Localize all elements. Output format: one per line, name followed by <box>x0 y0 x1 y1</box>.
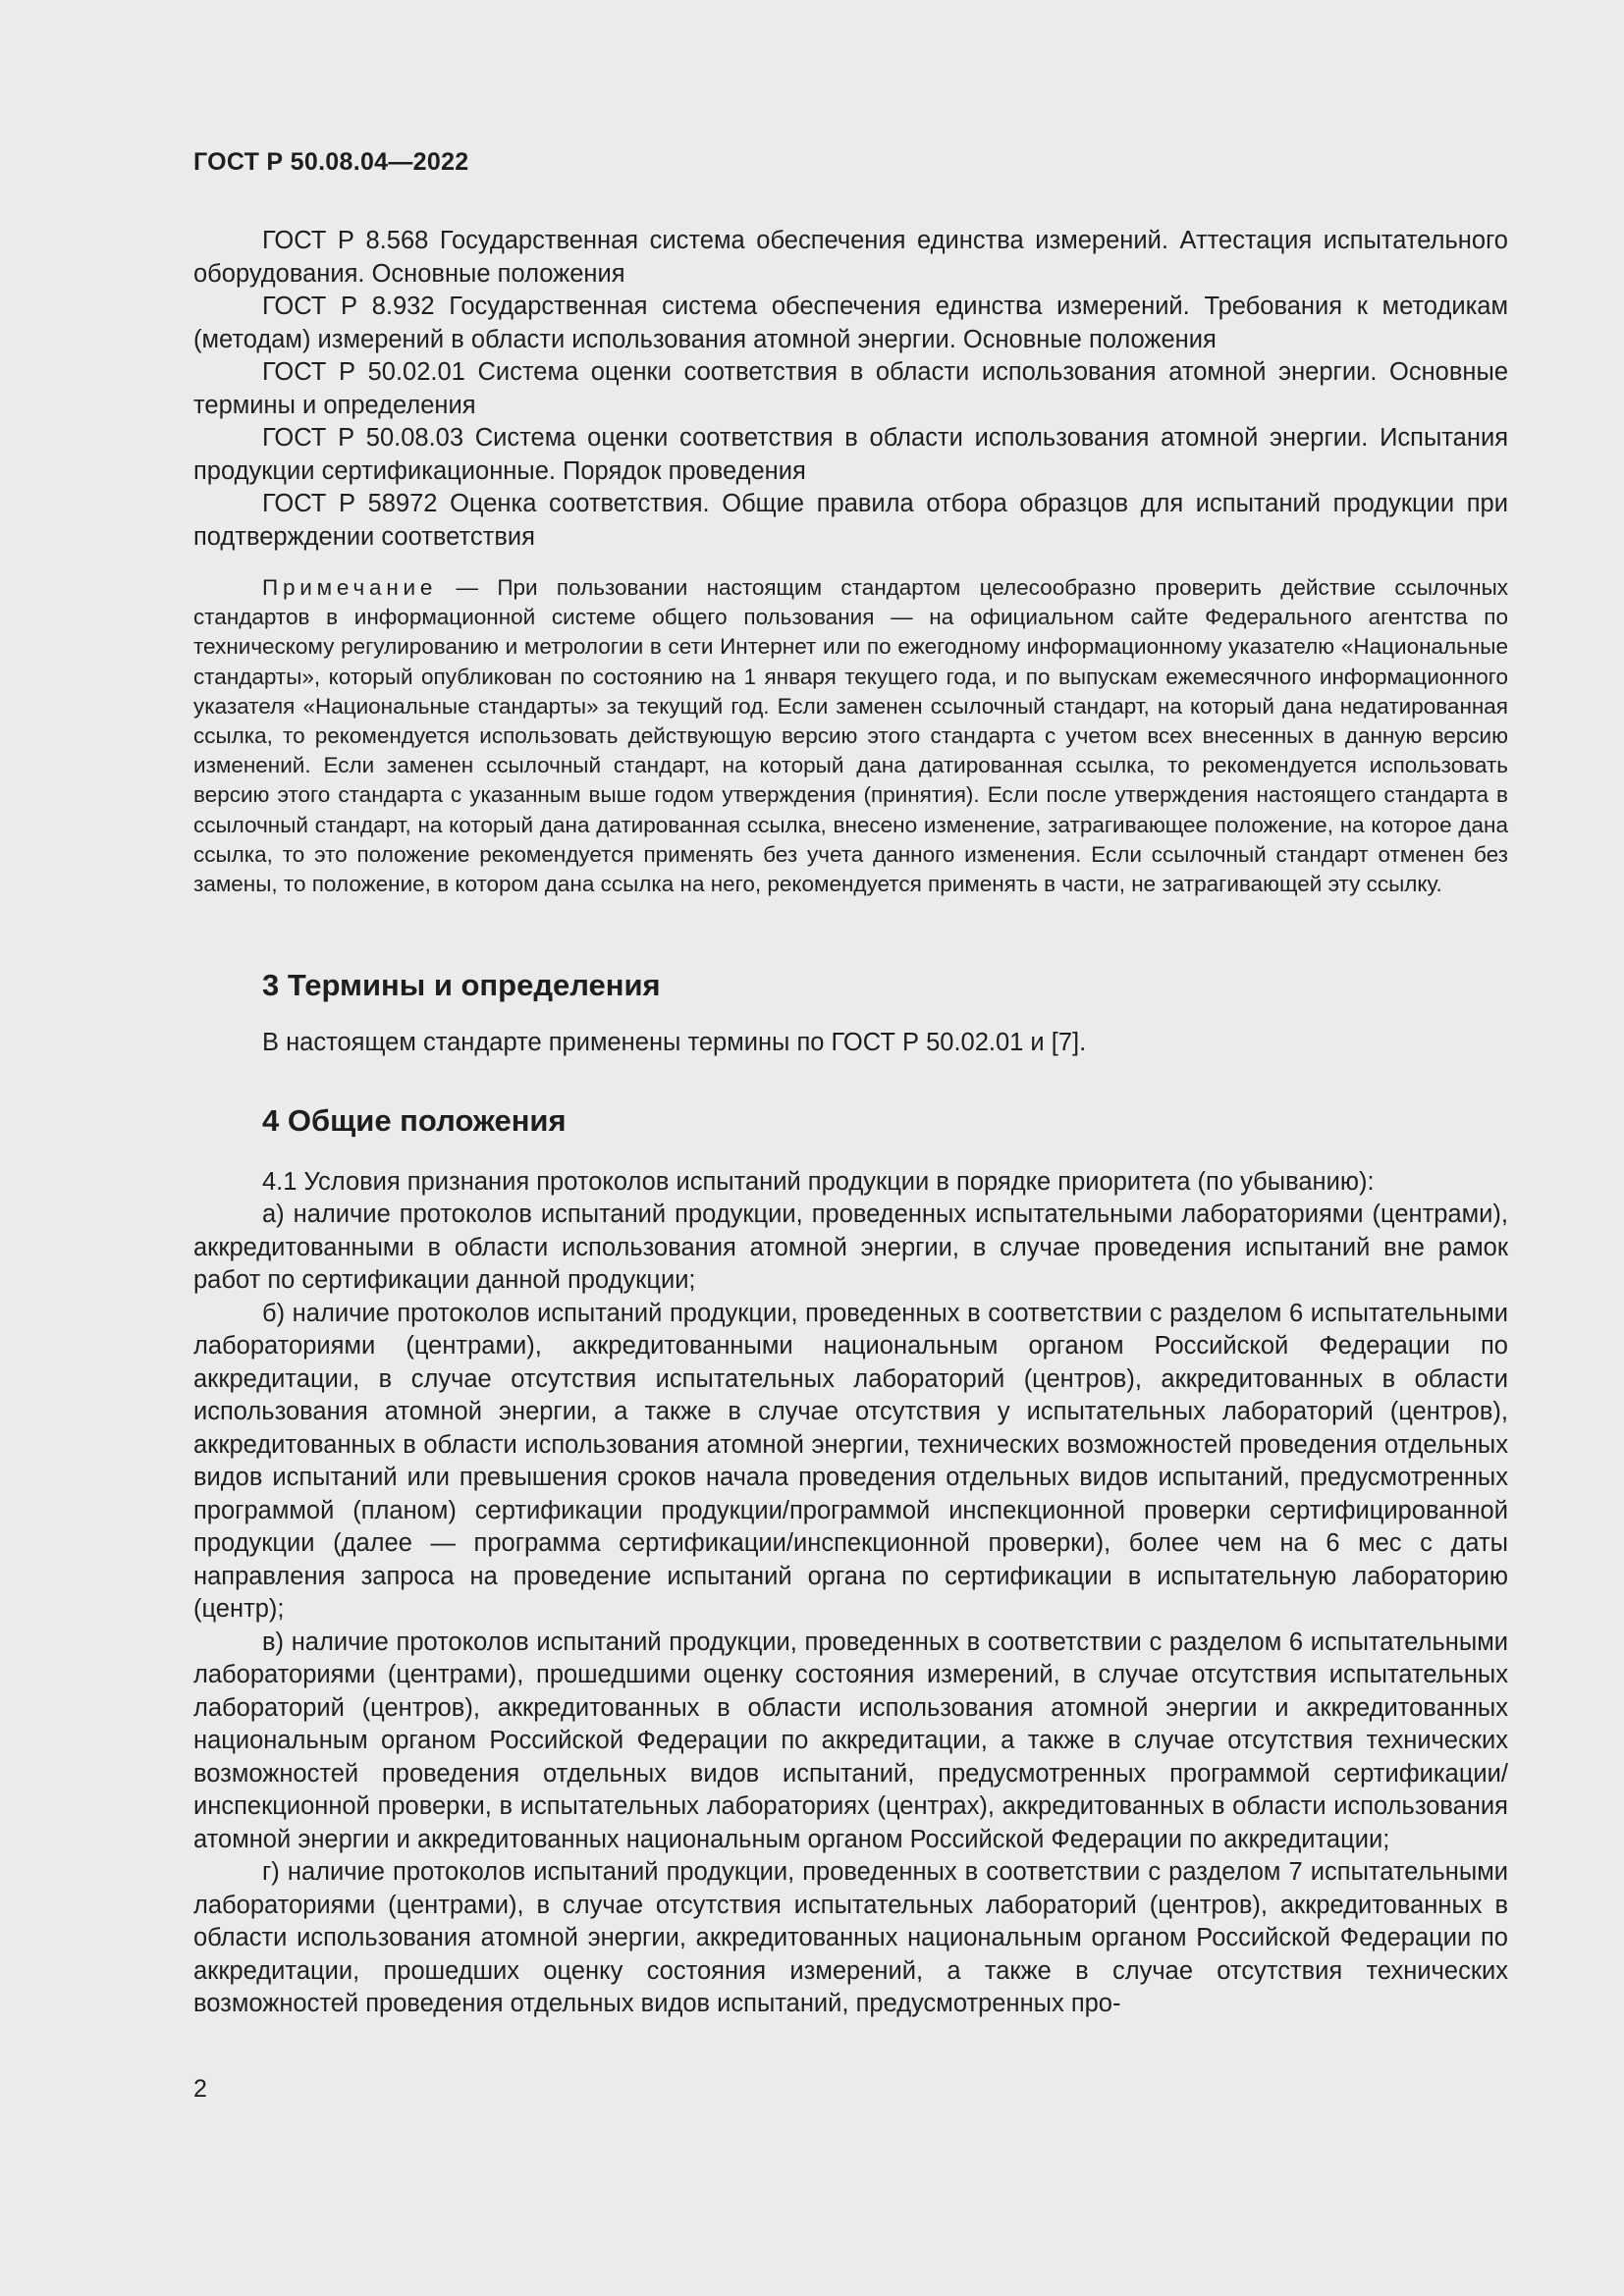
reference-item: ГОСТ Р 58972 Оценка соответствия. Общие правила отбора образцов для испытаний продукции при подтверждении соответствия <box>193 490 1508 551</box>
page-number: 2 <box>193 2075 207 2103</box>
section-3-text: В настоящем стандарте применены термины по ГОСТ Р 50.02.01 и [7]. <box>262 1029 1087 1057</box>
reference-item: ГОСТ Р 50.02.01 Система оценки соответствия в области использования атомной энергии. Основные термины и определения <box>193 358 1508 419</box>
note-dash: — <box>437 575 498 600</box>
reference-item: ГОСТ Р 8.932 Государственная система обеспечения единства измерений. Требования к методикам (методам) измерений в области использования атомной энергии. Основные положения <box>193 293 1508 353</box>
note-text: При пользовании настоящим стандартом целесообразно проверить действие ссылочных стандартов в информационной системе общего пользования — на официальном сайте Федерального агентства по техническому регулированию и метрологии в сети Интернет или по ежегодному информационному указателю «Национальные стандарты», который опубликован по состоянию на 1 января текущего года, и по выпускам ежемесячного информационного указателя «Национальные стандарты» за текущий год. Если заменен ссылочный стандарт, на который дана недатированная ссылка, то рекомендуется использовать действующую версию этого стандарта с учетом всех внесенных в данную версию изменений. Если заменен ссылочный стандарт, на который дана датированная ссылка, то рекомендуется использовать версию этого стандарта с указанным выше годом утверждения (принятия). Если после утверждения настоящего стандарта в ссылочный стандарт, на который дана датированная ссылка, внесено изменение, затрагивающее положение, на которое дана ссылка, то это положение рекомендуется применять без учета данного изменения. Если ссылочный стандарт отменен без замены, то положение, в котором дана ссылка на него, рекомендуется применять в части, не затрагивающей эту ссылку. <box>193 575 1508 897</box>
list-item-b: б) наличие протоколов испытаний продукции, проведенных в соответствии с разделом 6 испытательными лабораториями (центрами), аккредитованными национальным органом Российской Федерации по аккредитации, в случае отсутствия испытательных лабораторий (центров), аккредитованных в области использования атомной энергии, а также в случае отсутствия у испытательных лабораторий (центров), аккредитованных в области использования атомной энергии, технических возможностей проведения отдельных видов испытаний или превышения сроков начала проведения отдельных видов испытаний, предусмотренных программой (планом) сертификации продукции/программой инспекционной проверки сертифицированной продукции (далее — программа сертификации/инспекционной проверки), более чем на 6 мес с даты направления запроса на проведение испытаний органа по сертификации в испытательную лабораторию (центр); <box>193 1299 1508 1624</box>
note-paragraph <box>193 573 1508 899</box>
page-content <box>193 225 1508 2021</box>
clause-4-1: 4.1 Условия признания протоколов испытаний продукции в порядке приоритета (по убыванию): <box>262 1167 1375 1196</box>
normative-references-list <box>193 225 1508 554</box>
section-4-title: 4 Общие положения <box>262 1102 567 1138</box>
list-item-a: а) наличие протоколов испытаний продукции, проведенных испытательными лабораториями (центрами), аккредитованными в области использования атомной энергии, в случае проведения испытаний вне рамок работ по сертификации данной продукции; <box>193 1201 1508 1295</box>
reference-item: ГОСТ Р 50.08.03 Система оценки соответствия в области использования атомной энергии. Испытания продукции сертификационные. Порядок проведения <box>193 424 1508 485</box>
note-label: Примечание <box>262 575 438 600</box>
reference-item: ГОСТ Р 8.568 Государственная система обеспечения единства измерений. Аттестация испытательного оборудования. Основные положения <box>193 227 1508 288</box>
section-3-title: 3 Термины и определения <box>262 968 661 1003</box>
document-code-header: ГОСТ Р 50.08.04—2022 <box>193 148 469 176</box>
list-item-g: г) наличие протоколов испытаний продукции, проведенных в соответствии с разделом 7 испытательными лабораториями (центрами), в случае отсутствия испытательных лабораторий (центров), аккредитованных в области использования атомной энергии, аккредитованных национальным органом Российской Федерации по аккредитации, прошедших оценку состояния измерений, а также в случае отсутствия технических возможностей проведения отдельных видов испытаний, предусмотренных про- <box>193 1858 1508 2018</box>
list-item-v: в) наличие протоколов испытаний продукции, проведенных в соответствии с разделом 6 испытательными лабораториями (центрами), прошедшими оценку состояния измерений, в случае отсутствия испытательных лабораторий (центров), аккредитованных в области использования атомной энергии и аккредитованных национальным органом Российской Федерации по аккредитации, а также в случае отсутствия технических возможностей проведения отдельных видов испытаний, предусмотренных программой сертификации/инспекционной проверки, в испытательных лабораториях (центрах), аккредитованных в области использования атомной энергии и аккредитованных национальным органом Российской Федерации по аккредитации; <box>193 1628 1508 1853</box>
